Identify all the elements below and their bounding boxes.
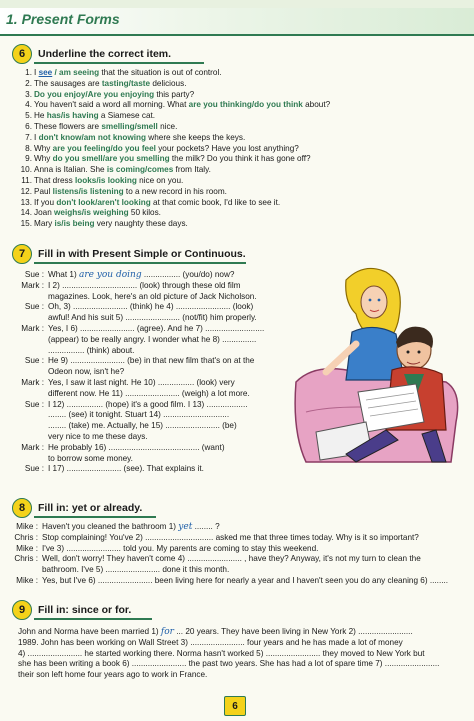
page-number: 6 (224, 696, 246, 716)
line-text (42, 522, 220, 533)
handwritten-answer: are you doing (78, 270, 142, 280)
sentence-text: to a new record in his room. (123, 186, 227, 196)
couple-reading-magazines-illustration (286, 262, 464, 466)
speaker-label (6, 367, 48, 378)
line-text (48, 356, 254, 367)
sentence-text: John and Norma have been married 1) (18, 627, 161, 636)
sentence-text: He (34, 111, 47, 121)
line-text (48, 454, 133, 465)
sentence-text: Mary (34, 219, 55, 229)
ex6-item (18, 90, 458, 101)
line-text (48, 281, 240, 292)
ex6-items (18, 68, 458, 230)
answer-option: Do you enjoy/Are you enjoying (34, 89, 155, 99)
line-text (42, 544, 318, 555)
ex6-number-badge: 6 (12, 44, 32, 64)
sentence-text: about? (302, 100, 331, 110)
ex9-line (18, 638, 458, 649)
sentence-text: nice. (157, 121, 178, 131)
answer-option: is/is being (54, 219, 95, 229)
item-number: 7. (25, 132, 32, 142)
sentence-text: 50 kilos. (128, 208, 161, 218)
sentence-text: Paul (34, 186, 53, 196)
sentence-text: magazines. Look, here's an old picture of Jack Nicholson. (48, 291, 257, 301)
sentence-text: ................ (you/do) now? (141, 270, 235, 279)
sentence-text: ................ (think) about. (48, 345, 135, 355)
ex7-line (6, 378, 296, 389)
ex8-title: Fill in: yet or already. (38, 502, 143, 514)
sentence-text: Odeon now, isn't he? (48, 367, 125, 377)
speaker-label: Sue : (24, 302, 44, 312)
answer-option: do you smell/are you smelling (52, 154, 170, 164)
sentence-text: their son left home four years ago to work in France. (18, 670, 208, 680)
line-text (48, 367, 124, 378)
ex9-line (18, 649, 458, 660)
handwritten-answer: yet (178, 522, 193, 532)
sentence-text: your pockets? Have you lost anything? (155, 143, 299, 153)
ex7-heading (12, 244, 246, 264)
sentence-text: 1989. John has been working on Wall Street 3) ........................ four years and he has made a lot of money (18, 637, 403, 647)
sentence-text: where she keeps the keys. (146, 132, 246, 142)
answer-option: don't know/am not knowing (38, 132, 147, 142)
ex9-title-rule (34, 618, 152, 620)
sentence-text: nice on you. (136, 175, 184, 185)
sentence-text: awful! And his suit 5) ........................ (not/fit) him properly. (48, 313, 257, 323)
sentence-text: You haven't said a word all morning. What (34, 100, 189, 110)
ex6-item (18, 68, 458, 79)
ex9-text (18, 627, 458, 681)
item-number: 3. (25, 89, 32, 99)
sentence-text: ........ (take) me. Actually, he 15) ........................ (be) (48, 421, 237, 431)
sentence-text: Anna is Italian. She (34, 165, 107, 175)
ex6-item (18, 133, 458, 144)
sentence-text: this party? (154, 89, 195, 99)
speaker-label: Mark : (21, 280, 44, 290)
speaker-label: Mark : (21, 377, 44, 387)
answer-option: smelling/smell (101, 121, 158, 131)
ex7-line (6, 324, 296, 335)
speaker-label: Sue : (24, 270, 44, 279)
item-number: 6. (25, 121, 32, 131)
ex8-line (0, 554, 466, 565)
item-number: 9. (25, 154, 32, 164)
line-text (42, 533, 419, 544)
sentence-text: ........ ? (192, 522, 220, 531)
line-text (42, 576, 448, 587)
sentence-text: very nice to me these days. (48, 431, 148, 441)
speaker-label (6, 454, 48, 465)
sentence-text: to borrow some money. (48, 453, 133, 463)
ex7-line (6, 281, 296, 292)
ex6-item (18, 208, 458, 219)
line-text (48, 292, 257, 303)
answer-option: are you feeling/do you feel (52, 143, 156, 153)
speaker-label (6, 335, 48, 346)
sentence-text: Well, don't worry! They haven't come 4) ........................ , have they? Anyway, it's not my turn to clean the (42, 554, 421, 564)
ex7-line (6, 367, 296, 378)
ex9-line (18, 627, 458, 638)
speaker-label: Mark : (21, 442, 44, 452)
sentence-text: What 1) (48, 270, 79, 279)
sentence-text: Yes, but I've 6) ........................ been living here for nearly a year and I haven't seen you do any cleaning 6) ........ (42, 575, 449, 585)
line-text (48, 400, 248, 411)
ex6-heading (12, 44, 171, 64)
sentence-text: ........ (see) it tonight. Stuart 14) ............................. (48, 410, 230, 420)
line-text (48, 302, 253, 313)
sentence-text: at that comic book, I'd like to see it. (150, 197, 281, 207)
line-text (48, 410, 229, 421)
line-text (48, 346, 134, 357)
sentence-text: Yes, I saw it last night. He 10) ................ (look) very (48, 377, 235, 387)
sentence-text: (appear) to be really angry. I wonder what he 8) ............... (48, 334, 257, 344)
sentence-text: He probably 16) ........................................ (want) (48, 442, 225, 452)
item-number: 8. (25, 143, 32, 153)
ex7-line (6, 346, 296, 357)
speaker-label: Sue : (24, 356, 44, 366)
item-number: 15. (20, 219, 32, 229)
speaker-label: Sue : (24, 464, 44, 474)
line-text (48, 432, 148, 443)
speaker-label (6, 432, 48, 443)
ex6-item (18, 111, 458, 122)
sentence-text: I (34, 68, 39, 77)
ex9-heading (12, 600, 131, 620)
ex6-item (18, 154, 458, 165)
sentence-text: delicious. (150, 78, 187, 88)
ex7-line (6, 400, 296, 411)
ex7-line (6, 292, 296, 303)
sentence-text: Yes, I 6) ........................ (agree). And he 7) .......................... (48, 323, 265, 333)
ex9-title: Fill in: since or for. (38, 604, 132, 616)
speaker-label: Chris : (14, 532, 38, 542)
line-text (48, 389, 250, 400)
ex6-item (18, 144, 458, 155)
line-text (48, 313, 257, 324)
speaker-label: Mike : (16, 575, 38, 585)
answer-option: see (38, 68, 53, 77)
answer-option: looks/is looking (74, 175, 137, 185)
speaker-label: Sue : (24, 399, 44, 409)
sentence-text: If you (34, 197, 57, 207)
sentence-text: The sausages are (34, 78, 102, 88)
ex8-line (0, 565, 466, 576)
speaker-label (6, 313, 48, 324)
ex6-item (18, 100, 458, 111)
ex8-title-rule (34, 516, 156, 518)
sentence-text: Oh, 3) ........................ (think) he 4) ........................ (look) (48, 302, 254, 312)
answer-option: tasting/taste (101, 78, 151, 88)
speaker-label (6, 389, 48, 400)
answer-option: are you thinking/do you think (188, 100, 303, 110)
ex7-line (6, 443, 296, 454)
sentence-text: very naughty these days. (94, 219, 188, 229)
sentence-text: He 9) ........................ (be) in that new film that's on at the (48, 356, 255, 366)
ex7-line (6, 302, 296, 313)
item-number: 5. (25, 111, 32, 121)
ex7-line (6, 432, 296, 443)
item-number: 13. (20, 197, 32, 207)
ex6-item (18, 79, 458, 90)
line-text (48, 443, 225, 454)
line-text (42, 565, 229, 576)
ex6-title: Underline the correct item. (38, 48, 172, 60)
ex6-title-rule (34, 62, 204, 64)
ex7-line (6, 389, 296, 400)
sentence-text: Haven't you cleaned the bathroom 1) (42, 522, 179, 531)
sentence-text: I 2) ................................. (look) through these old film (48, 280, 241, 290)
ex8-heading (12, 498, 142, 518)
sentence-text: Why (34, 154, 53, 164)
ex7-title-rule (34, 262, 246, 264)
item-number: 2. (25, 78, 32, 88)
sentence-text: Stop complaining! You've 2) .............................. asked me that three times today. Why is it so important? (42, 532, 419, 542)
line-text (48, 270, 234, 281)
ex8-number-badge: 8 (12, 498, 32, 518)
sentence-text: from Italy. (173, 165, 211, 175)
ex7-line (6, 421, 296, 432)
sentence-text: These flowers are (34, 121, 102, 131)
sentence-text: I (34, 132, 39, 142)
ex6-item (18, 165, 458, 176)
ex8-line (0, 522, 466, 533)
top-strip (0, 0, 474, 8)
ex6-item (18, 187, 458, 198)
ex7-line (6, 356, 296, 367)
ex7-line (6, 454, 296, 465)
sentence-text: ... 20 years. They have been living in New York 2) ........................ (173, 627, 413, 636)
speaker-label (6, 292, 48, 303)
sentence-text: bathroom. I've 5) ........................ done it this month. (42, 565, 230, 575)
sentence-text: she has been writing a book 6) ........................ the past two years. She has had a lot of spare time 7) ........................ (18, 659, 440, 669)
speaker-label: Mark : (21, 323, 44, 333)
line-text (48, 378, 235, 389)
ex7-line (6, 410, 296, 421)
ex6-item (18, 176, 458, 187)
item-number: 10. (20, 165, 32, 175)
ex7-title: Fill in with Present Simple or Continuous. (38, 248, 246, 260)
page-title: 1. Present Forms (6, 11, 120, 27)
speaker-label (6, 346, 48, 357)
ex7-number-badge: 7 (12, 244, 32, 264)
line-text (48, 464, 204, 475)
sentence-text: I 12) ................ (hope) it's a good film. I 13) .................. (48, 399, 248, 409)
sentence-text: that the situation is out of control. (99, 68, 222, 77)
answer-option: weighs/is weighing (54, 208, 129, 218)
line-text (48, 324, 264, 335)
speaker-label: Chris : (14, 554, 38, 564)
sentence-text: Joan (34, 208, 55, 218)
ex8-line (0, 544, 466, 555)
ex7-line (6, 270, 296, 281)
sentence-text: I 17) ........................ (see). That explains it. (48, 464, 204, 474)
ex7-dialogue (6, 270, 296, 475)
ex7-line (6, 335, 296, 346)
answer-option: has/is having (46, 111, 99, 121)
ex9-line (18, 659, 458, 670)
speaker-label (0, 565, 42, 576)
ex8-dialogue (0, 522, 466, 587)
sentence-text: 4) ........................ he started working there. Norma hasn't worked 5) ........................ they moved to New York but (18, 648, 425, 658)
line-text (42, 554, 421, 565)
sentence-text: a Siamese cat. (98, 111, 156, 121)
ex6-item (18, 198, 458, 209)
answer-option: is coming/comes (106, 165, 174, 175)
ex6-item (18, 219, 458, 230)
speaker-label: Mike : (16, 522, 38, 531)
answer-option: listens/is listening (52, 186, 124, 196)
item-number: 4. (25, 100, 32, 110)
item-number: 12. (20, 186, 32, 196)
sentence-text: the milk? Do you think it has gone off? (169, 154, 311, 164)
ex8-line (0, 576, 466, 587)
line-text (48, 421, 237, 432)
sentence-text: different now. He 11) ........................ (weigh) a lot more. (48, 388, 250, 398)
ex8-line (0, 533, 466, 544)
sentence-text: That dress (34, 175, 75, 185)
ex6-item (18, 122, 458, 133)
item-number: 1. (25, 68, 32, 77)
speaker-label: Mike : (16, 543, 38, 553)
sentence-text: I've 3) ........................ told you. My parents are coming to stay this weekend. (42, 543, 319, 553)
ex7-line (6, 464, 296, 475)
sentence-text: Why (34, 143, 53, 153)
item-number: 11. (21, 175, 32, 185)
answer-option: / am seeing (52, 68, 100, 77)
line-text (48, 335, 256, 346)
handwritten-answer: for (160, 627, 174, 637)
speaker-label (6, 421, 48, 432)
speaker-label (6, 410, 48, 421)
answer-option: don't look/aren't looking (56, 197, 151, 207)
ex7-line (6, 313, 296, 324)
ex9-number-badge: 9 (12, 600, 32, 620)
ex9-line (18, 670, 458, 681)
item-number: 14. (20, 208, 32, 218)
